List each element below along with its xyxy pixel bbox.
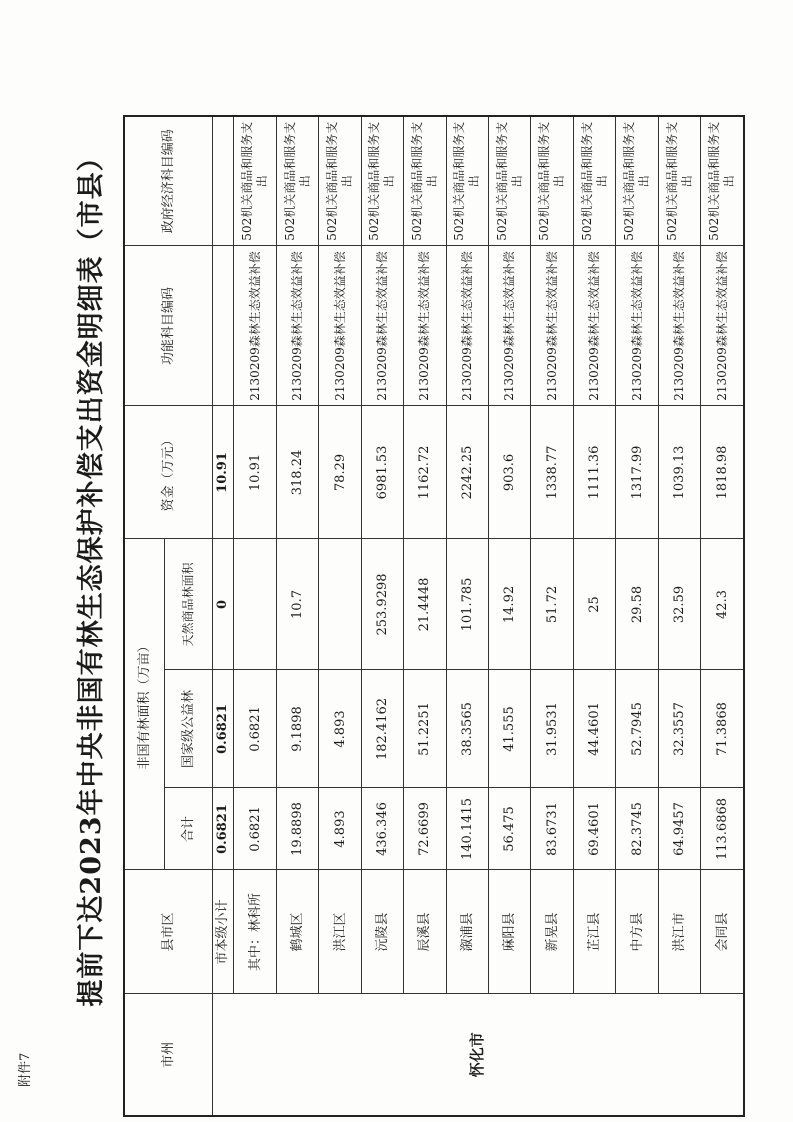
cell-total: 113.6868 bbox=[701, 788, 744, 870]
cell-funds: 903.6 bbox=[489, 406, 531, 539]
header-econ-code: 政府经济科目编码 bbox=[124, 116, 212, 246]
table-header bbox=[124, 116, 212, 1116]
header-natural: 天然商品林面积 bbox=[164, 539, 212, 670]
cell-national: 9.1898 bbox=[276, 670, 318, 788]
cell-county: 会同县 bbox=[701, 870, 744, 994]
cell-funds: 10.91 bbox=[234, 406, 276, 539]
cell-total: 0.6821 bbox=[212, 788, 234, 870]
cell-county: 沅陵县 bbox=[361, 870, 403, 994]
table-row bbox=[531, 116, 573, 1116]
cell-national: 44.4601 bbox=[573, 670, 615, 788]
cell-funds: 6981.53 bbox=[361, 406, 403, 539]
table-row bbox=[616, 116, 658, 1116]
table-row bbox=[361, 116, 403, 1116]
page-title: 提前下达2023年中央非国有林生态保护补偿支出资金明细表（市县） bbox=[76, 143, 107, 1007]
cell-funds: 1338.77 bbox=[531, 406, 573, 539]
cell-funds: 318.24 bbox=[276, 406, 318, 539]
cell-national: 71.3868 bbox=[701, 670, 744, 788]
cell-funds: 78.29 bbox=[319, 406, 361, 539]
cell-county: 溆浦县 bbox=[446, 870, 488, 994]
table-body bbox=[212, 116, 744, 1116]
cell-national: 51.2251 bbox=[404, 670, 446, 788]
cell-total: 83.6731 bbox=[531, 788, 573, 870]
cell-func: 2130209森林生态效益补偿 bbox=[276, 246, 318, 406]
header-total: 合计 bbox=[164, 788, 212, 870]
cell-natural: 253.9298 bbox=[361, 539, 403, 670]
cell-func: 2130209森林生态效益补偿 bbox=[234, 246, 276, 406]
cell-national: 41.555 bbox=[489, 670, 531, 788]
cell-econ: 502机关商品和服务支出 bbox=[489, 116, 531, 246]
header-city: 市州 bbox=[124, 994, 212, 1116]
table-row bbox=[489, 116, 531, 1116]
header-funds: 资金（万元） bbox=[124, 406, 212, 539]
funds-detail-table bbox=[123, 115, 745, 1117]
cell-county: 洪江区 bbox=[319, 870, 361, 994]
header-national: 国家级公益林 bbox=[164, 670, 212, 788]
cell-func: 2130209森林生态效益补偿 bbox=[319, 246, 361, 406]
cell-func: 2130209森林生态效益补偿 bbox=[404, 246, 446, 406]
cell-func: 2130209森林生态效益补偿 bbox=[658, 246, 700, 406]
cell-func: 2130209森林生态效益补偿 bbox=[531, 246, 573, 406]
table-row bbox=[658, 116, 700, 1116]
cell-natural bbox=[234, 539, 276, 670]
cell-county: 芷江县 bbox=[573, 870, 615, 994]
cell-econ: 502机关商品和服务支出 bbox=[573, 116, 615, 246]
cell-total: 19.8898 bbox=[276, 788, 318, 870]
cell-county: 中方县 bbox=[616, 870, 658, 994]
cell-natural: 101.785 bbox=[446, 539, 488, 670]
header-area-group: 非国有林面积（万亩） bbox=[124, 539, 164, 870]
cell-county: 麻阳县 bbox=[489, 870, 531, 994]
cell-total: 69.4601 bbox=[573, 788, 615, 870]
cell-county: 新晃县 bbox=[531, 870, 573, 994]
cell-national: 52.7945 bbox=[616, 670, 658, 788]
cell-funds: 1111.36 bbox=[573, 406, 615, 539]
cell-total: 436.346 bbox=[361, 788, 403, 870]
cell-natural: 14.92 bbox=[489, 539, 531, 670]
cell-county: 洪江市 bbox=[658, 870, 700, 994]
cell-total: 64.9457 bbox=[658, 788, 700, 870]
cell-func: 2130209森林生态效益补偿 bbox=[446, 246, 488, 406]
cell-econ: 502机关商品和服务支出 bbox=[319, 116, 361, 246]
cell-natural bbox=[319, 539, 361, 670]
cell-national: 0.6821 bbox=[234, 670, 276, 788]
cell-func: 2130209森林生态效益补偿 bbox=[616, 246, 658, 406]
cell-funds: 1039.13 bbox=[658, 406, 700, 539]
cell-econ bbox=[212, 116, 234, 246]
cell-county: 市本级小计 bbox=[212, 870, 234, 994]
cell-func bbox=[212, 246, 234, 406]
cell-total: 72.6699 bbox=[404, 788, 446, 870]
cell-national: 38.3565 bbox=[446, 670, 488, 788]
cell-funds: 1162.72 bbox=[404, 406, 446, 539]
rotated-table-wrapper bbox=[123, 117, 745, 1117]
table-row bbox=[319, 116, 361, 1116]
table-row bbox=[446, 116, 488, 1116]
table-row bbox=[212, 116, 234, 1116]
cell-func: 2130209森林生态效益补偿 bbox=[489, 246, 531, 406]
cell-national: 31.9531 bbox=[531, 670, 573, 788]
cell-econ: 502机关商品和服务支出 bbox=[616, 116, 658, 246]
cell-econ: 502机关商品和服务支出 bbox=[701, 116, 744, 246]
cell-econ: 502机关商品和服务支出 bbox=[234, 116, 276, 246]
cell-func: 2130209森林生态效益补偿 bbox=[573, 246, 615, 406]
cell-econ: 502机关商品和服务支出 bbox=[531, 116, 573, 246]
cell-econ: 502机关商品和服务支出 bbox=[658, 116, 700, 246]
cell-natural: 25 bbox=[573, 539, 615, 670]
cell-national: 182.4162 bbox=[361, 670, 403, 788]
cell-natural: 51.72 bbox=[531, 539, 573, 670]
cell-natural: 32.59 bbox=[658, 539, 700, 670]
cell-county: 其中：林科所 bbox=[234, 870, 276, 994]
cell-natural: 29.58 bbox=[616, 539, 658, 670]
header-func-code: 功能科目编码 bbox=[124, 246, 212, 406]
cell-natural: 21.4448 bbox=[404, 539, 446, 670]
cell-func: 2130209森林生态效益补偿 bbox=[361, 246, 403, 406]
cell-econ: 502机关商品和服务支出 bbox=[446, 116, 488, 246]
table-row bbox=[404, 116, 446, 1116]
cell-total: 0.6821 bbox=[234, 788, 276, 870]
cell-funds: 10.91 bbox=[212, 406, 234, 539]
table-row bbox=[701, 116, 744, 1116]
cell-county: 鹤城区 bbox=[276, 870, 318, 994]
cell-county: 辰溪县 bbox=[404, 870, 446, 994]
cell-natural: 0 bbox=[212, 539, 234, 670]
cell-func: 2130209森林生态效益补偿 bbox=[701, 246, 744, 406]
cell-funds: 2242.25 bbox=[446, 406, 488, 539]
cell-total: 56.475 bbox=[489, 788, 531, 870]
cell-national: 32.3557 bbox=[658, 670, 700, 788]
cell-natural: 10.7 bbox=[276, 539, 318, 670]
cell-total: 82.3745 bbox=[616, 788, 658, 870]
header-county: 县市区 bbox=[124, 870, 212, 994]
cell-natural: 42.3 bbox=[701, 539, 744, 670]
cell-total: 4.893 bbox=[319, 788, 361, 870]
annex-label: 附件7 bbox=[18, 1052, 33, 1087]
city-cell: 怀化市 bbox=[212, 994, 744, 1116]
table-row bbox=[276, 116, 318, 1116]
cell-funds: 1818.98 bbox=[701, 406, 744, 539]
table-row bbox=[234, 116, 276, 1116]
cell-total: 140.1415 bbox=[446, 788, 488, 870]
cell-econ: 502机关商品和服务支出 bbox=[276, 116, 318, 246]
cell-national: 4.893 bbox=[319, 670, 361, 788]
cell-funds: 1317.99 bbox=[616, 406, 658, 539]
cell-national: 0.6821 bbox=[212, 670, 234, 788]
cell-econ: 502机关商品和服务支出 bbox=[404, 116, 446, 246]
cell-econ: 502机关商品和服务支出 bbox=[361, 116, 403, 246]
table-row bbox=[573, 116, 615, 1116]
